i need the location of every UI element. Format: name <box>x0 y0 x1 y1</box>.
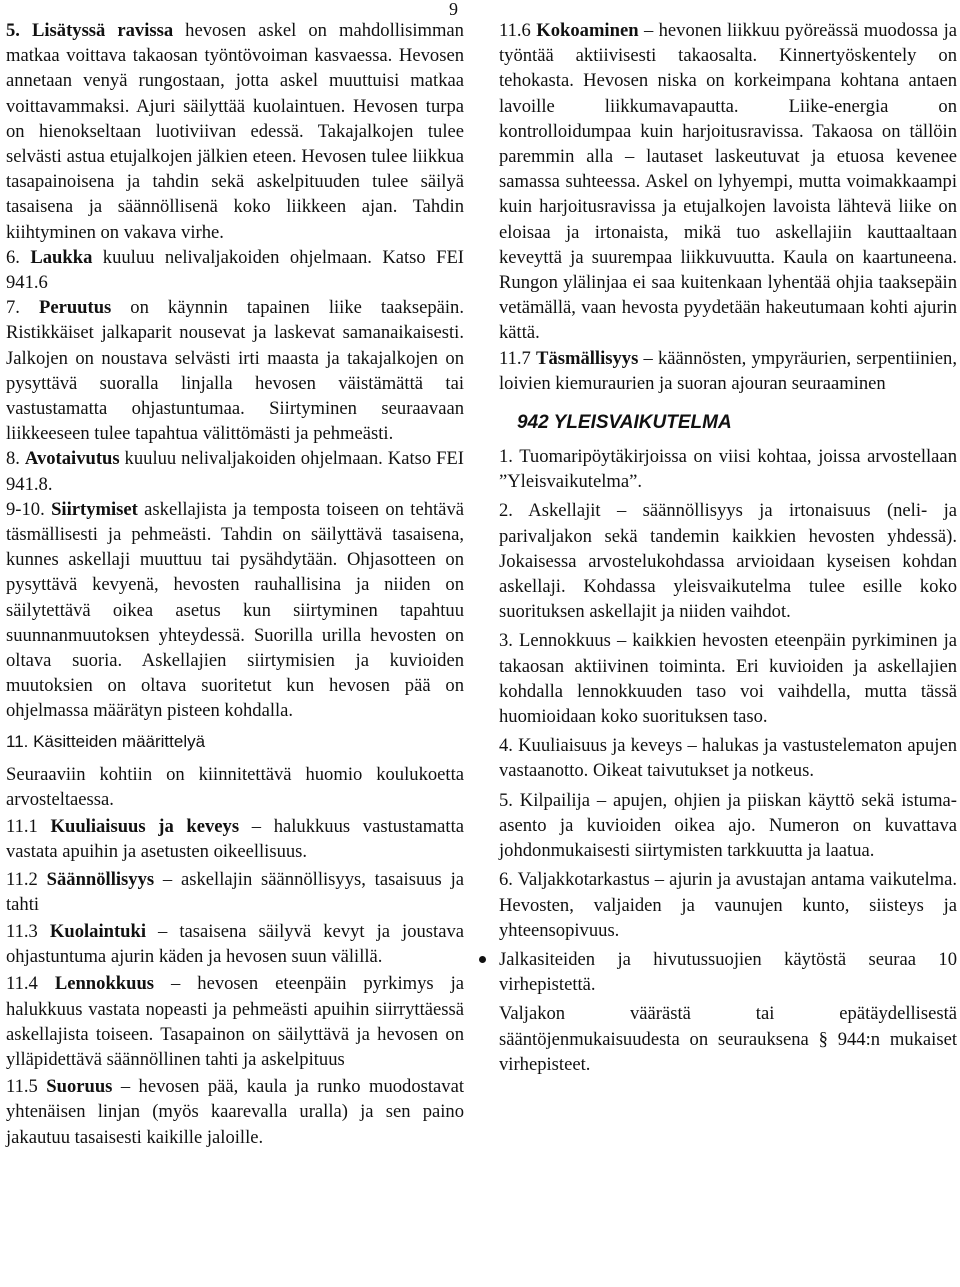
left-column <box>6 18 464 1150</box>
section-6-laukka <box>6 245 464 295</box>
item-text: hevosen askel on mahdollisimman matkaa voittava takaosan työntövoiman kasvaessa. Hevosen annetaan venyä rungostaan, jotta askel muuttuisi matkaa voittavammaksi. Ajuri säilyttää kuolaintuen. Hevosen turpa on hienokseltaan luotiviivan edessä. Takajalkojen tulee selvästi astua etujalkojen jälkien eteen. Hevosen tulee liikkua tasapainoisena ja tahdin sekä askelpituuden tulee säilyä tasaisena ja säännöllisenä koko liikkeen ajan. Tahdin kiihtyminen on vakava virhe. <box>6 20 464 243</box>
heading-942-yleisvaikutelma: 942 YLEISVAIKUTELMA <box>517 412 732 434</box>
bullet-icon <box>479 956 486 963</box>
item-number: 11.5 <box>6 1076 47 1098</box>
section-8-avotaivutus <box>6 446 464 496</box>
item-text: kuuluu nelivaljakoiden ohjelmaan. Katso FEI 941.8. <box>6 448 464 495</box>
right-column <box>499 18 957 1077</box>
point-3: 3. Lennokkuus – kaikkien hevosten eteenpäin pyrkiminen ja takaosan aktiivinen toiminta. Eri kuvioiden ja askellajien kohdalla lennokkuuden taso voi vaihdella, mutta tässä huomioidaan koko suorituksen taso. <box>499 630 957 728</box>
item-text: – halukkuus vastustamatta vastata apuihin ja asetusten oikeellisuus. <box>6 816 464 863</box>
item-number: 9-10. <box>6 498 45 520</box>
point-2: 2. Askellajit – säännöllisyys ja irtonaisuus (neli- ja parivaljakon sekä tandemin kaikkien hevosten yhdessä). Jokaisessa arvostelukohdassa arvioidaan kyseisen kohdan askellaji. Kohdassa yleisvaikutelma tulee esille koko suorituksen askellajit ja niiden vaihdot. <box>499 500 957 623</box>
item-number: 6. <box>6 246 20 268</box>
bullet-text: Jalkasiteiden ja hivutussuojien käytöstä seuraa 10 virhepistettä. <box>499 948 957 996</box>
item-number: 11.6 <box>499 20 537 41</box>
item-text: – käännösten, ympyräurien, serpentiinien, loivien kiemuraurien ja suoran ajouran seuraaminen <box>499 347 958 394</box>
section-9-10-siirtymiset <box>6 497 464 724</box>
item-number: 8. <box>6 448 20 470</box>
section-7-peruutus <box>6 295 464 446</box>
item-term: Kuuliaisuus ja keveys <box>50 816 240 838</box>
item-text: – hevosen pää, kaula ja runko muodostavat yhtenäisen linjan (myös kaarevalla uralla) ja sen paino jakautuu tasaisesti kaikille jaloille. <box>6 1076 464 1148</box>
item-number: 11.2 <box>6 868 47 890</box>
definition-11-2 <box>6 867 464 917</box>
point-6: 6. Valjakkotarkastus – ajurin ja avustajan antama vaikutelma. Hevosten, valjaiden ja vaunujen kunto, siisteys ja yhteensopivuus. <box>499 869 957 941</box>
item-text: kuuluu nelivaljakoiden ohjelmaan. Katso FEI 941.6 <box>6 246 464 294</box>
point-5: 5. Kilpailija – apujen, ohjien ja piiskan käyttö sekä istuma-asento ja kuvioiden oikea ajo. Numeron on kuvattava johdonmukaisesti siirtymisten tarkkuutta ja laatua. <box>499 789 957 862</box>
definition-11-4 <box>6 971 464 1072</box>
item-number: 11.3 <box>6 920 50 942</box>
item-number: 11.4 <box>6 973 55 995</box>
intro-paragraph: Seuraaviin kohtiin on kiinnitettävä huomio koulukoetta arvosteltaessa. <box>6 763 464 810</box>
item-term: Täsmällisyys <box>536 347 639 369</box>
item-text: – askellajin säännöllisyys, tasaisuus ja tahti <box>6 868 464 915</box>
item-term: Säännöllisyys <box>46 868 155 890</box>
item-text: askellajista ja temposta toiseen on tehtävä täsmällisesti ja pehmeästi. Tahdin on säilyttävä tasaisena, kunnes askellaji muuttuu tai pysähdytään. Ohjasotteen on pysyttävä kevyenä, hevosten rauhallisina ja niiden on säilytettävä oikea asetus kun siirtyminen tapahtuu suunnanmuutoksen yhteydessä. Suorilla urilla hevosten on oltava suoria. Askellajien siirtymisien ja kuvioiden muutoksien on oltava suoritetut kun hevosen pää on ohjelmassa määrätyn pisteen kohdalla. <box>6 498 464 722</box>
item-term: Kokoaminen <box>536 20 639 41</box>
final-paragraph: Valjakon väärästä tai epätäydellisestä sääntöjenmukaisuudesta on seurauksena § 944:n mukaiset virhepisteet. <box>499 1003 957 1075</box>
item-term: Kuolaintuki <box>49 920 147 942</box>
item-term: Siirtymiset <box>51 498 138 520</box>
item-number: 5. <box>6 20 20 41</box>
item-text: – tasaisena säilyvä kevyt ja joustava ohjastuntuma ajurin käden ja hevosen suun välillä. <box>6 920 464 968</box>
item-term: Laukka <box>30 246 93 268</box>
item-number: 11.1 <box>6 816 51 838</box>
definition-11-1 <box>6 814 464 864</box>
item-text: on käynnin tapainen liike taaksepäin. Ristikkäiset jalkaparit nousevat ja laskevat samanaikaisesti. Jalkojen on noustava selvästi irti maasta ja takajalkojen on pysyttävä suoralla linjalla hevosen väistämättä tai vastustamatta ohjastuntumaa. Siirtyminen seuraavaan liikkeeseen tulee tapahtua välittömästi ja pehmeästi. <box>6 297 464 445</box>
page-number: 9 <box>449 0 458 19</box>
item-text: – hevosen eteenpäin pyrkimys ja halukkuus vastata nopeasti ja pehmeästi apuihin siirryttäessä askellajista toiseen. Tasapainon on säilyttävä ja hevosen on ylläpidettävä säännöllinen tahti ja askelpituus <box>6 973 464 1070</box>
definition-11-5 <box>6 1074 464 1150</box>
point-4: 4. Kuuliaisuus ja keveys – halukas ja vastustelematon apujen vastaanotto. Oikeat taivutukset ja notkeus. <box>499 735 957 782</box>
definition-11-3 <box>6 919 464 969</box>
definition-11-6 <box>499 18 957 346</box>
point-1: 1. Tuomaripöytäkirjoissa on viisi kohtaa, joissa arvostellaan ”Yleisvaikutelma”. <box>499 446 957 493</box>
item-text: – hevonen liikkuu pyöreässä muodossa ja työntää aktiivisesti takaosalta. Kinnertyöskentely on tehokasta. Hevosen niska on korkeimpana kohtana antaen lavoille liikkumavapautta. Liike-energia on kontrolloidumpaa kuin harjoitusravissa. Takaosa on tällöin paremmin alla – lautaset laskeutuvat ja etuosa kevenee samassa suhteessa. Askel on lyhyempi, mutta voimakkaampi kuin harjoitusravissa ja etujalkojen lavoista lähtevä liike on eloisaa ja irtonaista, mikä tuo askellajiin kauttaaltaan keveyttä ja suurempaa liikkuvuutta. Kaula on kaartuneena. Rungon ylälinjaa ei saa kuitenkaan lyhentää ohjia taaksepäin vetämällä, vaan hevosta pyydetään hakeutumaan kohti ajurin kättä. <box>499 20 957 344</box>
subheading-kasitteet: 11. Käsitteiden määrittelyä <box>6 731 206 751</box>
item-number: 11.7 <box>499 347 537 369</box>
section-5-lisatty-ravi <box>6 18 464 245</box>
item-term: Lisätyssä ravissa <box>31 20 174 41</box>
bullet-item <box>499 947 957 997</box>
item-term: Avotaivutus <box>24 448 120 470</box>
item-number: 7. <box>6 297 20 319</box>
item-term: Lennokkuus <box>54 973 155 995</box>
item-term: Suoruus <box>46 1076 113 1098</box>
item-term: Peruutus <box>38 297 112 319</box>
definition-11-7 <box>499 346 957 396</box>
